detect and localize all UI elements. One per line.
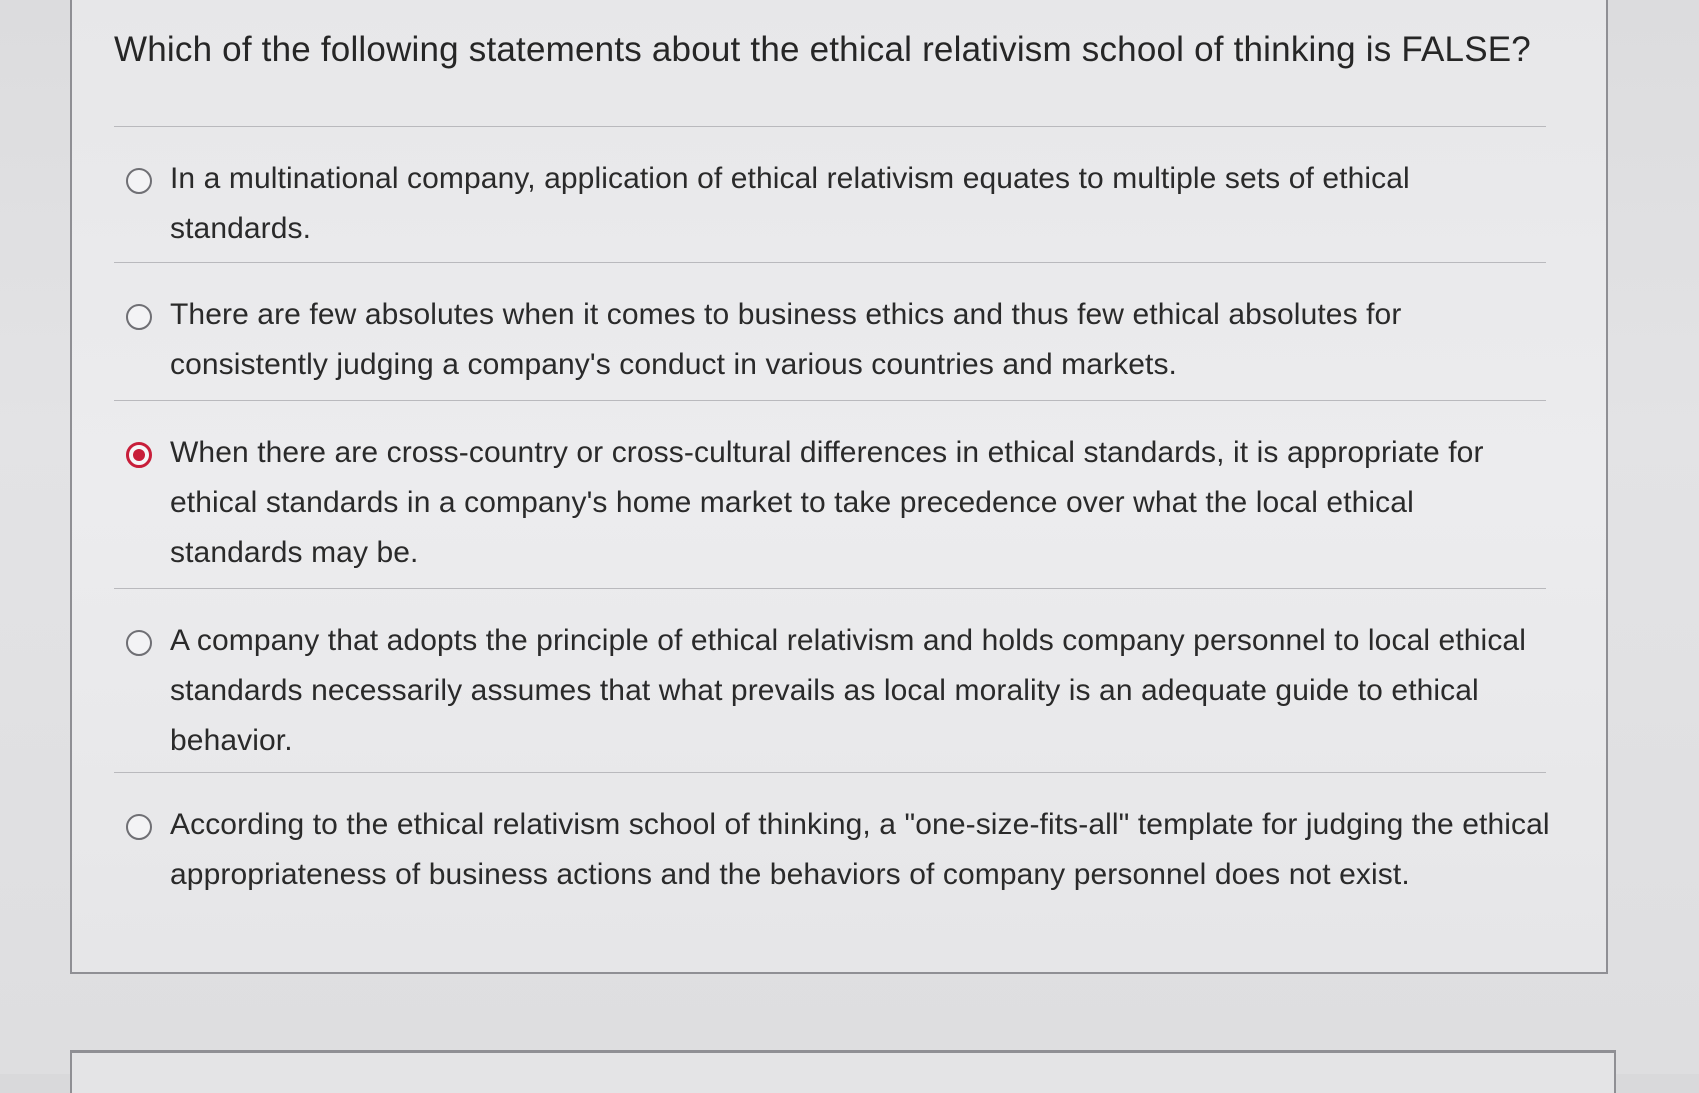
answer-option-label: A company that adopts the principle of ethical relativism and holds company personnel to local ethical standards necessarily assumes that what prevails as local morality is an adequate guide to ethical behavior. xyxy=(170,624,1526,757)
divider xyxy=(114,772,1546,773)
radio-empty-icon[interactable] xyxy=(126,304,152,330)
answer-option-label: According to the ethical relativism school of thinking, a "one-size-fits-all" template for judging the ethical appropriateness of business actions and the behaviors of company personnel does not exist. xyxy=(170,808,1550,891)
divider xyxy=(114,126,1546,127)
radio-filled-icon[interactable] xyxy=(126,442,152,468)
divider xyxy=(114,262,1546,263)
next-question-card xyxy=(70,1050,1616,1093)
divider xyxy=(114,588,1546,589)
radio-empty-icon[interactable] xyxy=(126,630,152,656)
question-text: Which of the following statements about the ethical relativism school of thinking is FALSE? xyxy=(114,30,1531,69)
divider xyxy=(114,400,1546,401)
radio-empty-icon[interactable] xyxy=(126,814,152,840)
question-card xyxy=(70,0,1608,974)
answer-option-label: There are few absolutes when it comes to business ethics and thus few ethical absolutes for consistently judging a company's conduct in various countries and markets. xyxy=(170,298,1402,381)
answer-option-label: In a multinational company, application of ethical relativism equates to multiple sets of ethical standards. xyxy=(170,162,1410,245)
answer-option-label: When there are cross-country or cross-cultural differences in ethical standards, it is appropriate for ethical standards in a company's home market to take precedence over what the local ethical standards may be. xyxy=(170,436,1484,569)
radio-empty-icon[interactable] xyxy=(126,168,152,194)
